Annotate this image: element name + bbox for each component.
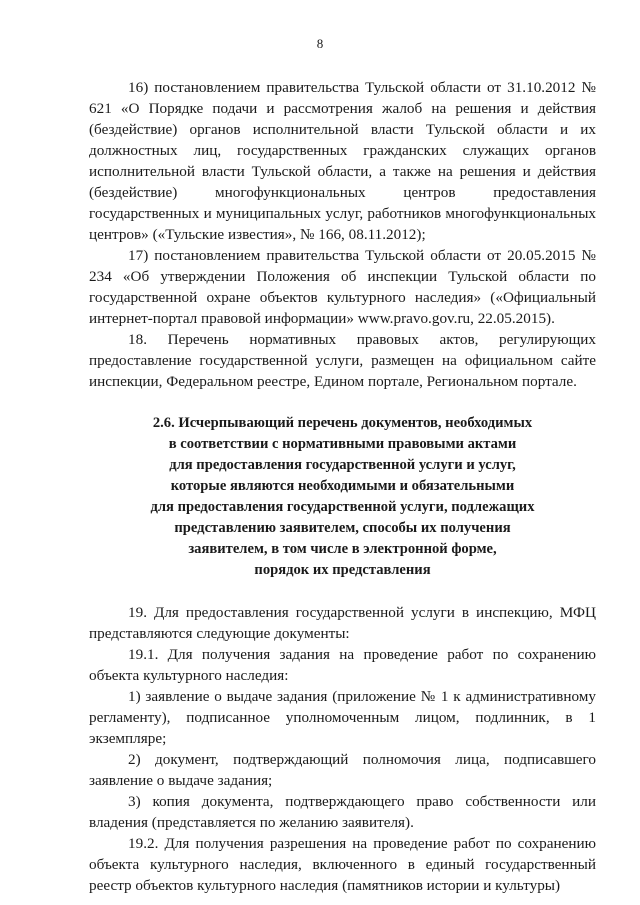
paragraph-19: 19. Для предоставления государственной услуги в инспекцию, МФЦ представляются следующие документы: — [89, 604, 596, 642]
paragraph-19-2: 19.2. Для получения разрешения на проведение работ по сохранению объекта культурного наследия, включенного в единый государственный реестр объектов культурного наследия (памятников истории и культуры) — [89, 835, 596, 894]
heading-line: для предоставления государственной услуги, подлежащих — [150, 499, 535, 515]
heading-line: заявителем, в том числе в электронной форме, — [188, 541, 497, 557]
paragraph-19-1: 19.1. Для получения задания на проведение работ по сохранению объекта культурного наследия: — [89, 646, 596, 684]
heading-line: порядок их представления — [254, 562, 431, 578]
heading-line: которые являются необходимыми и обязательными — [170, 478, 515, 494]
page-number: 8 — [316, 36, 324, 51]
heading-line: в соответствии с нормативными правовыми актами — [168, 436, 517, 452]
section-heading — [89, 413, 596, 581]
list-item-17: 17) постановлением правительства Тульской области от 20.05.2015 № 234 «Об утверждении Положения об инспекции Тульской области по государственной охране объектов культурного наследия» («Официальный интернет-портал правовой информации» www.pravo.gov.ru, 22.05.2015). — [89, 247, 596, 327]
heading-line: 2.6. Исчерпывающий перечень документов, необходимых — [152, 415, 533, 431]
list-item-3: 3) копия документа, подтверждающего право собственности или владения (представляется по желанию заявителя). — [89, 793, 596, 831]
list-item-16: 16) постановлением правительства Тульской области от 31.10.2012 № 621 «О Порядке подачи и рассмотрения жалоб на решения и действия (бездействие) органов исполнительной власти Тульской области и их должностных лиц, государственных гражданских служащих органов исполнительной власти Тульской области, а также на решения и действия (бездействие) многофункциональных центров предоставления государственных и муниципальных услуг, работников многофункциональных центров» («Тульские известия», № 166, 08.11.2012); — [89, 79, 596, 243]
list-item-2: 2) документ, подтверждающий полномочия лица, подписавшего заявление о выдаче задания; — [89, 751, 596, 789]
heading-line: для предоставления государственной услуги и услуг, — [169, 457, 516, 473]
list-item-1: 1) заявление о выдаче задания (приложение № 1 к административному регламенту), подписанное уполномоченным лицом, подлинник, в 1 экземпляре; — [89, 688, 596, 747]
heading-line: представлению заявителем, способы их получения — [174, 520, 511, 536]
paragraph-18: 18. Перечень нормативных правовых актов, регулирующих предоставление государственной услуги, размещен на официальном сайте инспекции, Федеральном реестре, Едином портале, Региональном портале. — [89, 331, 596, 390]
document-body — [89, 77, 596, 896]
